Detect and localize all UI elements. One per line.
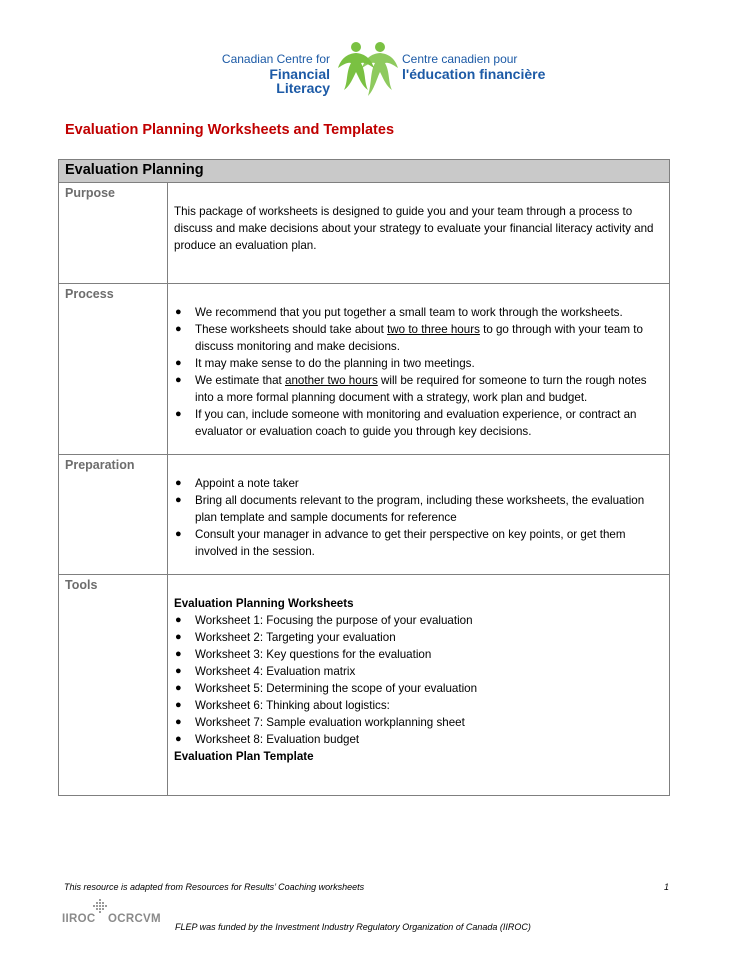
list-item: ● We recommend that you put together a small team to work through the worksheets.	[175, 306, 623, 319]
bullet-icon: ●	[175, 648, 182, 660]
row-content-process	[168, 284, 670, 455]
document-title: Evaluation Planning Worksheets and Templates	[65, 122, 395, 138]
bullet-icon: ●	[175, 716, 182, 728]
bullet-icon: ●	[175, 374, 182, 386]
bullet-icon: ●	[175, 733, 182, 745]
ocrcvm-logo-text: OCRCVM	[108, 913, 161, 925]
header-logo	[220, 38, 560, 100]
emphasis-underline: another two hours	[285, 374, 378, 387]
list-item: ● Bring all documents relevant to the program, including these worksheets, the evaluation plan template and sample documents for reference	[175, 494, 645, 524]
plan-template-heading: Evaluation Plan Template	[174, 750, 314, 763]
evaluation-planning-table	[58, 159, 670, 796]
list-item: ● Worksheet 2: Targeting your evaluation	[175, 631, 396, 644]
bullet-icon: ●	[175, 306, 182, 318]
logo-fr-line1: Centre canadien pour	[402, 52, 518, 66]
logo-en-line1: Canadian Centre for	[221, 52, 330, 66]
row-content-tools	[168, 575, 670, 796]
row-label-tools: Tools	[59, 575, 168, 796]
iiroc-logo-text: IIROC	[62, 913, 96, 925]
preparation-list	[174, 475, 659, 560]
table-row-tools	[59, 575, 670, 796]
page-number: 1	[664, 882, 670, 892]
row-label-purpose: Purpose	[59, 183, 168, 284]
list-item: ● These worksheets should take about two to three hours to go through with your team to discuss monitoring and make decisions.	[175, 323, 643, 353]
row-label-process: Process	[59, 284, 168, 455]
table-row-preparation	[59, 455, 670, 575]
row-label-preparation: Preparation	[59, 455, 168, 575]
list-item: ● Worksheet 1: Focusing the purpose of your evaluation	[175, 614, 473, 627]
logo-en-line2: Financial Literacy	[269, 66, 330, 96]
bullet-icon: ●	[175, 494, 182, 506]
iiroc-diamond-icon	[92, 899, 108, 913]
emphasis-underline: two to three hours	[387, 323, 480, 336]
bullet-icon: ●	[175, 323, 182, 335]
list-item: ● Worksheet 7: Sample evaluation workplanning sheet	[175, 716, 465, 729]
list-item: ● Worksheet 3: Key questions for the evaluation	[175, 648, 432, 661]
list-item: ● Appoint a note taker	[175, 477, 299, 490]
table-row-purpose	[59, 183, 670, 284]
list-item: ● It may make sense to do the planning in two meetings.	[175, 357, 475, 370]
bullet-icon: ●	[175, 631, 182, 643]
bullet-icon: ●	[175, 528, 182, 540]
footer-source-note: This resource is adapted from Resources for Results’ Coaching worksheets	[64, 882, 365, 892]
bullet-icon: ●	[175, 682, 182, 694]
bullet-icon: ●	[175, 614, 182, 626]
logo-english-text	[220, 52, 330, 95]
row-content-purpose	[168, 183, 670, 284]
purpose-text: This package of worksheets is designed to guide you and your team through a process to discuss and make decisions about your strategy to evaluate your financial literacy activity and produce an evaluation plan.	[174, 205, 654, 252]
list-item: ● Worksheet 6: Thinking about logistics:	[175, 699, 390, 712]
iiroc-logo	[62, 899, 162, 935]
list-item: ● We estimate that another two hours will be required for someone to turn the rough notes into a more formal planning document with a strategy, work plan and budget.	[175, 374, 647, 404]
logo-fr-line2: l'éducation financière	[402, 66, 546, 82]
table-row-process	[59, 284, 670, 455]
bullet-icon: ●	[175, 408, 182, 420]
bullet-icon: ●	[175, 357, 182, 369]
row-content-preparation	[168, 455, 670, 575]
list-item: ● Consult your manager in advance to get their perspective on key points, or get them involved in the session.	[175, 528, 626, 558]
process-list	[174, 304, 659, 440]
logo-french-text	[402, 52, 572, 81]
bullet-icon: ●	[175, 477, 182, 489]
list-item: ● Worksheet 4: Evaluation matrix	[175, 665, 356, 678]
leaf-figures-logo-icon	[336, 38, 400, 98]
worksheets-list	[174, 612, 659, 748]
table-header: Evaluation Planning	[59, 160, 670, 183]
worksheets-heading: Evaluation Planning Worksheets	[174, 597, 354, 610]
list-item: ● Worksheet 8: Evaluation budget	[175, 733, 360, 746]
list-item: ● If you can, include someone with monitoring and evaluation experience, or contract an evaluator or evaluation coach to guide you through key decisions.	[175, 408, 637, 438]
list-item: ● Worksheet 5: Determining the scope of your evaluation	[175, 682, 478, 695]
funding-note: FLEP was funded by the Investment Industry Regulatory Organization of Canada (IIROC)	[175, 922, 531, 932]
bullet-icon: ●	[175, 699, 182, 711]
bullet-icon: ●	[175, 665, 182, 677]
